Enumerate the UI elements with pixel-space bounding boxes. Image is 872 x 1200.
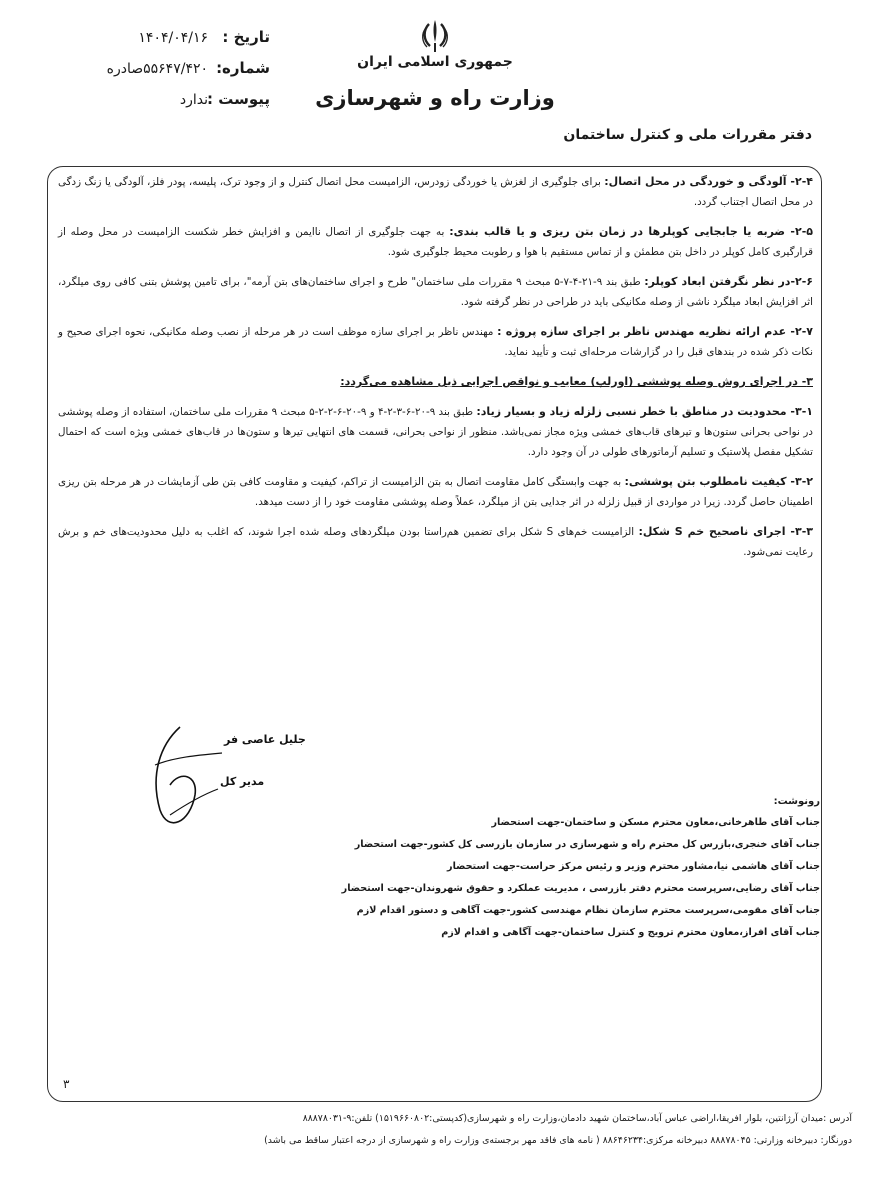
cc-title: رونوشت:	[773, 796, 820, 807]
letter-body	[58, 172, 813, 572]
section-text: الزامیست خم‌های S شکل برای تضمین هم‌راستا بودن میلگردهای وصله شده اجرا شوند، که اغلب به دلیل محدودیت‌های خم و برش رعایت نمی‌شود.	[58, 526, 813, 558]
date-value: ۱۴۰۴/۰۴/۱۶	[138, 30, 208, 46]
section-3-2	[58, 472, 813, 512]
section-3-3	[58, 522, 813, 562]
section-heading: ۳-۲- کیفیت نامطلوب بتن پوششی:	[624, 475, 813, 488]
signer-name: جلیل عاصی فر	[224, 733, 306, 746]
iran-emblem-icon	[415, 16, 455, 56]
section-text: طبق بند ۹-۲۱-۴-۷-۵ مبحث ۹ مقررات ملی ساختمان" طرح و اجرای ساختمان‌های بتن آرمه"، برای تامین پوشش بتنی کافی روی میلگرد، اثر افزایش ابعاد میلگرد ناشی از وصله مکانیکی باید در طراحی در نظر گرفته شود.	[58, 276, 813, 308]
cc-item: جناب آقای رضایی،سرپرست محترم دفتر بازرسی ، مدیریت عملکرد و حقوق شهروندان-جهت استحضار	[341, 883, 820, 894]
section-text: طبق بند ۹-۲۰-۶-۳-۲-۴ و ۹-۲۰-۶-۲-۲-۵ مبحث ۹ مقررات ملی ساختمان، استفاده از وصله پوششی در نواحی بحرانی ستون‌ها و تیرهای قاب‌های خمشی ویژه مجاز نمی‌باشد. منظور از نواحی بحرانی، قسمت های انتهایی تیرها و ستون‌ها در قاب‌های خمشی ویژه است که احتمال تشکیل مفصل پلاستیک و تسلیم آرماتورهای طولی در آن وجود دارد.	[58, 406, 813, 458]
date-label: تاریخ :	[222, 28, 270, 46]
attachment-label: پیوست :	[206, 90, 270, 108]
section-heading: ۲-۵- ضربه یا جابجایی کوپلرها در زمان بتن ریزی و یا قالب بندی:	[449, 225, 813, 238]
number-value: ۵۵۶۴۷/۴۲۰صادره	[106, 61, 208, 77]
section-3-1	[58, 402, 813, 462]
section-text: برای جلوگیری از لغزش یا خوردگی زودرس، الزامیست محل اتصال کنترل و از وجود ترک، پلیسه، پودر فلز، آلودگی یا زنگ زدگی در محل اتصال اجتناب گردد.	[58, 176, 813, 208]
cc-list	[150, 792, 820, 944]
cc-item: جناب آقای هاشمی نیا،مشاور محترم وزیر و رئیس مرکز حراست-جهت استحضار	[447, 861, 820, 872]
page-number: ۳	[63, 1077, 70, 1091]
number-row	[40, 59, 270, 90]
section-text: مهندس ناظر بر اجرای سازه موظف است در هر مرحله از نصب وصله مکانیکی، نحوه اجرای صحیح و نکات ذکر شده در بندهای قبل را در گزارشات مرحله‌ای ثبت و تأیید نماید.	[58, 326, 813, 358]
section-heading: ۲-۶-در نظر نگرفتن ابعاد کوپلر:	[644, 275, 814, 288]
footer-fax: دورنگار: دبیرخانه وزارتی: ۸۸۸۷۸۰۴۵ دبیرخانه مرکزی:۸۸۶۴۶۲۳۴ ( نامه های فاقد مهر برجسته‌ی وزارت راه و شهرسازی از درجه اعتبار ساقط می باشد)	[264, 1135, 852, 1146]
section-text: به جهت وابستگی کامل مقاومت اتصال به بتن الزامیست از تراکم، کیفیت و مقاومت کافی بتن طی آزمایشات در هر مرحله بتن ریزی اطمینان حاصل گردد. زیرا در مواردی از قبیل زلزله در اثر جدایی بتن از میلگرد، عملاً وصله پوششی مقاومت خود را از دست میدهد.	[58, 476, 813, 508]
ministry-name: وزارت راه و شهرسازی	[315, 86, 555, 110]
section-heading: ۲-۷- عدم ارائه نظریه مهندس ناظر بر اجرای سازه پروژه :	[497, 325, 813, 338]
office-name: دفتر مقررات ملی و کنترل ساختمان	[563, 127, 812, 143]
attachment-value: ندارد	[179, 92, 208, 108]
country-name: جمهوری اسلامی ایران	[357, 54, 513, 70]
signer-title: مدیر کل	[220, 775, 265, 788]
letter-footer	[20, 1108, 852, 1152]
letter-meta	[40, 28, 270, 121]
section-heading: ۳-۱- محدودیت در مناطق با خطر نسبی زلزله زیاد و بسیار زیاد:	[476, 405, 813, 418]
section-heading: ۲-۴- آلودگی و خوردگی در محل اتصال:	[604, 175, 814, 188]
footer-address: آدرس :میدان آرژانتین، بلوار افریقا،اراضی عباس آباد،ساختمان شهید دادمان،وزارت راه و شهرسازی(کدپستی:۱۵۱۹۶۶۰۸۰۲) تلفن:۹-۸۸۸۷۸۰۳۱	[302, 1113, 852, 1124]
number-label: شماره:	[216, 59, 270, 77]
cc-item: جناب آقای طاهرخانی،معاون محترم مسکن و ساختمان-جهت استحضار	[491, 817, 820, 828]
section-2-6	[58, 272, 813, 312]
section-2-4	[58, 172, 813, 212]
cc-item: جناب آقای خنجری،بازرس کل محترم راه و شهرسازی در سازمان بازرسی کل کشور-جهت استحضار	[354, 839, 820, 850]
section-2-7	[58, 322, 813, 362]
cc-item: جناب آقای افراز،معاون محترم ترویج و کنترل ساختمان-جهت آگاهی و اقدام لازم	[441, 927, 820, 938]
attachment-row	[40, 90, 270, 121]
section-heading: ۳-۳- اجرای ناصحیح خم S شکل:	[638, 525, 813, 538]
date-row	[40, 28, 270, 59]
section-3-title: ۳- در اجرای روش وصله پوششی (اورلپ) معایب و نواقص اجرایی ذیل مشاهده می‌گردد:	[340, 375, 813, 388]
section-text: به جهت جلوگیری از اتصال ناایمن و افزایش خطر شکست الزامیست در محل وصله از قرارگیری کامل کوپلر در داخل بتن مطمئن و از تماس مستقیم با هوا و رطوبت محیط جلوگیری شود.	[58, 226, 813, 258]
section-2-5	[58, 222, 813, 262]
cc-item: جناب آقای مقومی،سرپرست محترم سازمان نظام مهندسی کشور-جهت آگاهی و دستور اقدام لازم	[356, 905, 820, 916]
